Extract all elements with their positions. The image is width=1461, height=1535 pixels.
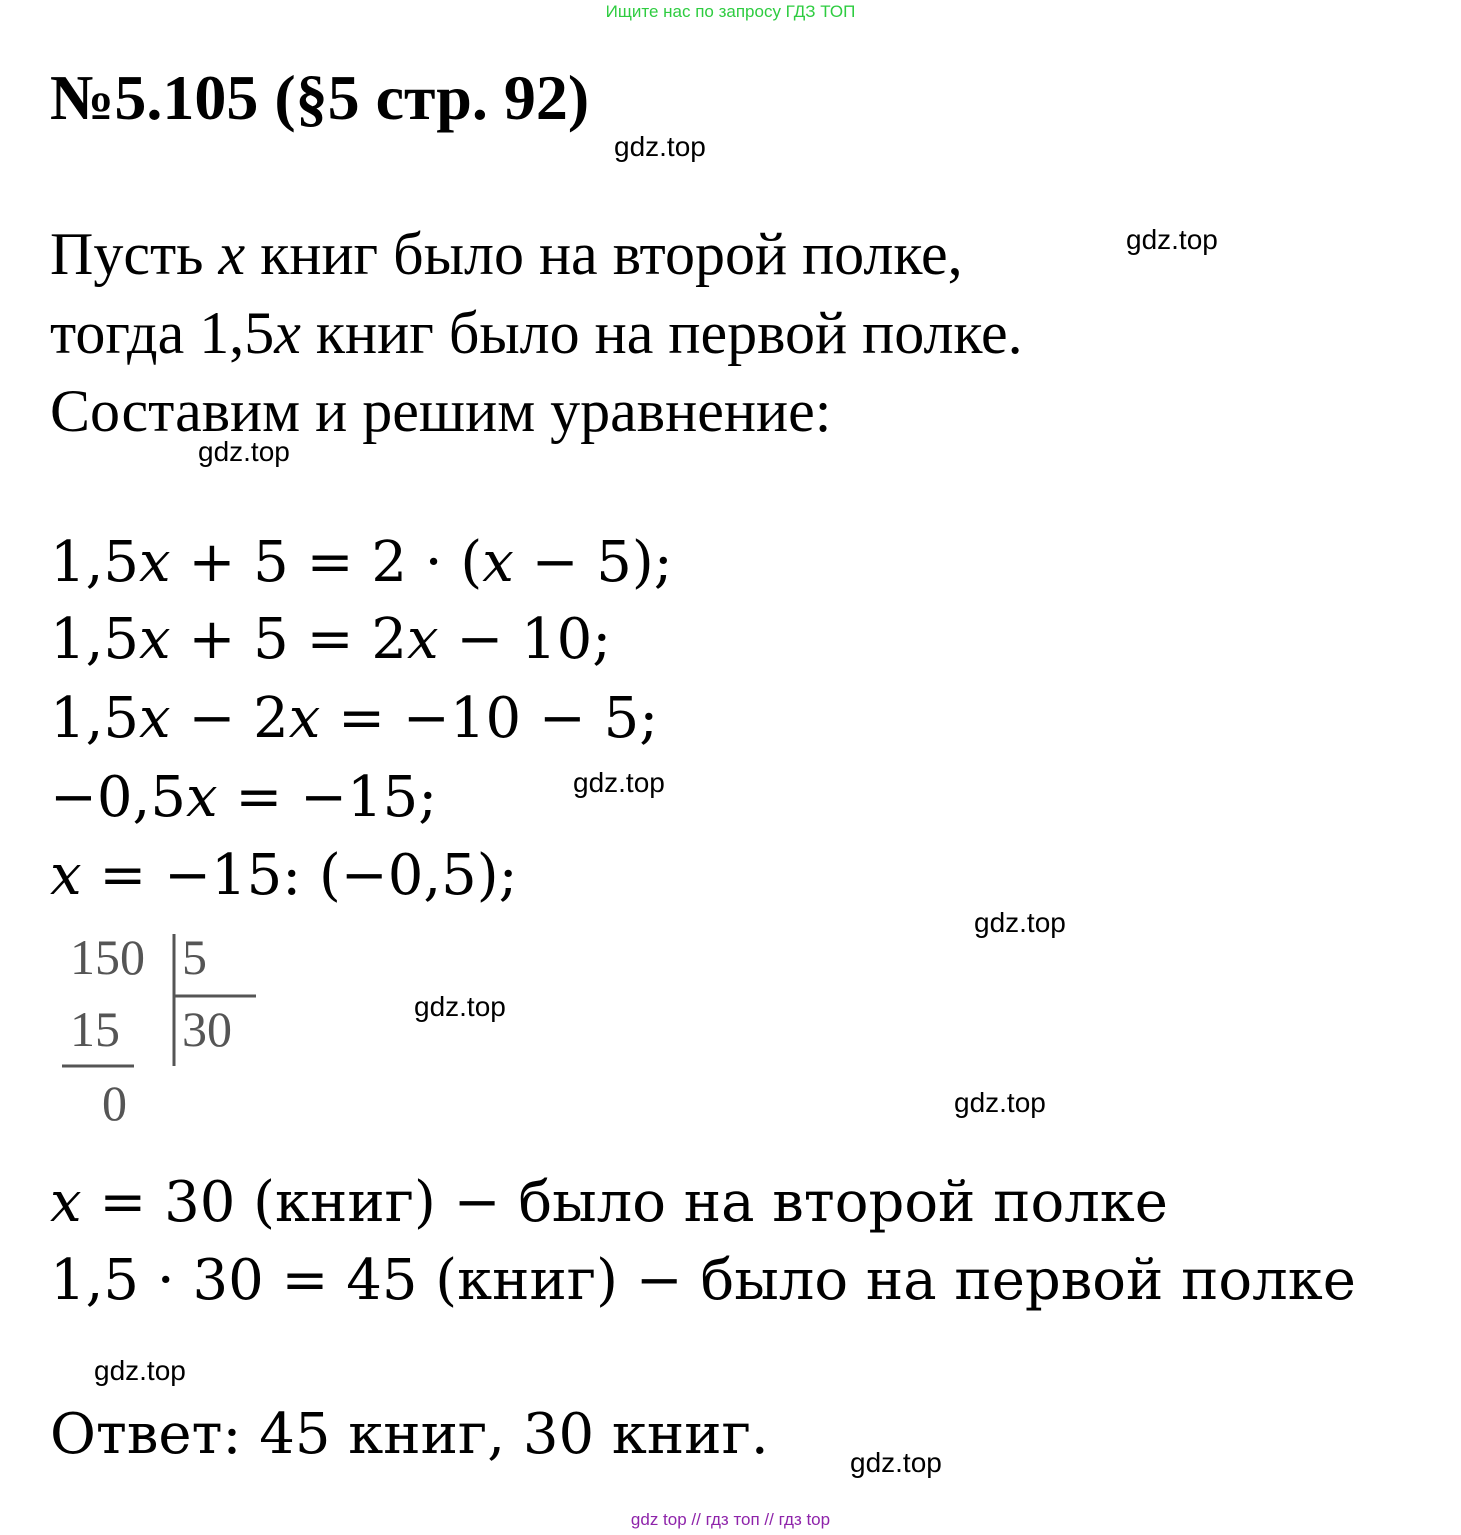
division-divisor: 5 [182,929,207,985]
equation-line: 1,5𝑥 + 5 = 2𝑥 − 10; [50,607,612,672]
footer-links: gdz top // гдз топ // гдз top [630,1510,831,1529]
prose-text: тогда 1,5 [50,300,275,366]
watermark: gdz.top [954,1087,1046,1118]
variable-x: x [218,221,246,287]
watermark: gdz.top [94,1355,186,1386]
equation-line: 1,5𝑥 − 2𝑥 = −10 − 5; [50,686,659,751]
equation-line: −0,5𝑥 = −15; [50,765,438,830]
watermark: gdz.top [1126,224,1218,255]
prose-line-3: Составим и решим уравнение: [50,378,832,444]
long-division [58,928,268,1128]
watermark: gdz.top [414,991,506,1022]
division-subtrahend: 15 [70,1001,120,1057]
watermark: gdz.top [198,436,290,467]
prose-text: Пусть [50,221,219,287]
variable-x: x [274,300,301,366]
equation-line: 𝑥 = −15: (−0,5); [50,843,518,908]
equation-line: 1,5𝑥 + 5 = 2 · (𝑥 − 5); [50,530,673,595]
result-line: 1,5 · 30 = 45 (книг) − было на первой полке [50,1248,1356,1313]
prose-text: книг было на первой полке. [300,300,1023,366]
watermark: gdz.top [614,131,706,162]
prose-text: книг было на второй полке, [245,221,963,287]
prose-line-2 [50,300,1023,366]
result-line: 𝑥 = 30 (книг) − было на второй полке [50,1170,1168,1235]
division-dividend: 150 [70,929,145,985]
watermark: gdz.top [974,907,1066,938]
problem-heading: №5.105 (§5 стр. 92) [50,62,590,133]
watermark: gdz.top [573,767,665,798]
top-banner: Ищите нас по запросу ГДЗ ТОП [605,2,856,21]
prose-line-1 [50,221,963,287]
watermark: gdz.top [850,1447,942,1478]
answer-line: Ответ: 45 книг, 30 книг. [50,1402,769,1467]
division-remainder: 0 [102,1075,127,1128]
division-quotient: 30 [182,1001,232,1057]
